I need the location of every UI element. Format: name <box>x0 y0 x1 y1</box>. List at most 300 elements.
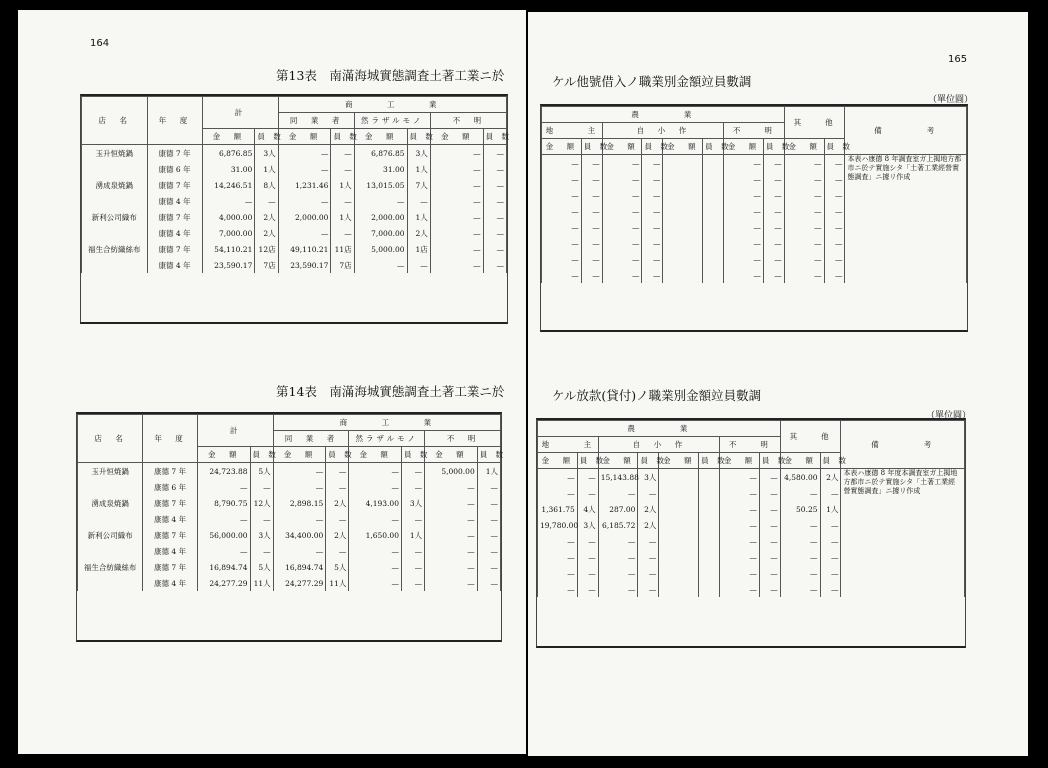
table-cell: — <box>724 235 764 251</box>
table-cell: 49,110.21 <box>278 241 331 257</box>
table-cell: — <box>542 267 582 283</box>
table-cell: — <box>598 485 638 501</box>
table-cell <box>659 501 699 517</box>
table-cell: 2,898.15 <box>273 495 326 511</box>
table-cell: — <box>598 549 638 565</box>
table-cell: 23,590.17 <box>202 257 255 273</box>
table-cell <box>699 485 720 501</box>
amount-header: 金 額 <box>349 447 402 463</box>
table-cell: — <box>349 463 402 480</box>
table-cell: 玉升恒焼鍋 <box>82 145 148 162</box>
table-cell: — <box>407 257 430 273</box>
table-cell: 5,000.00 <box>425 463 478 480</box>
table-cell <box>78 575 143 591</box>
table-cell: — <box>581 267 602 283</box>
table-cell: — <box>642 235 663 251</box>
table-cell: — <box>602 171 642 187</box>
unknown-header: 不 明 <box>430 113 506 129</box>
table-cell: 康德 7 年 <box>147 241 202 257</box>
table-cell: 康德 4 年 <box>147 193 202 209</box>
table-cell: 康德 7 年 <box>143 495 198 511</box>
store-header: 店 名 <box>82 97 148 145</box>
table-cell: — <box>278 161 331 177</box>
table-cell <box>82 257 148 273</box>
count-header: 員 数 <box>763 139 784 155</box>
table-cell: — <box>483 225 506 241</box>
table-cell: — <box>724 251 764 267</box>
table-cell: 2人 <box>638 517 659 533</box>
table-cell: — <box>720 581 760 597</box>
table-cell: — <box>784 171 824 187</box>
table-cell: — <box>780 517 820 533</box>
table-cell <box>78 511 143 527</box>
table-cell: — <box>780 533 820 549</box>
table-cell: — <box>724 267 764 283</box>
table-cell: 康德 4 年 <box>147 257 202 273</box>
table-cell: 4,000.00 <box>202 209 255 225</box>
amount-header: 金 額 <box>430 129 483 145</box>
table-cell: 19,780.00 <box>538 517 578 533</box>
count-header: 員 数 <box>255 129 278 145</box>
table-cell: — <box>349 575 402 591</box>
table-cell: — <box>430 241 483 257</box>
table-cell: — <box>477 543 500 559</box>
table-cell: — <box>538 565 578 581</box>
table-cell: 康德 7 年 <box>147 145 202 162</box>
table-cell: — <box>331 193 354 209</box>
table-cell: — <box>638 485 659 501</box>
table-cell: — <box>354 193 407 209</box>
table-cell: — <box>581 235 602 251</box>
table13-title-right: ケル他號借入ノ職業別金額竝員數調 <box>552 74 752 89</box>
table-cell: — <box>477 575 500 591</box>
table-cell: — <box>724 171 764 187</box>
table-cell: 4人 <box>577 501 598 517</box>
table-cell: 4,193.00 <box>349 495 402 511</box>
amount-header: 金 額 <box>197 447 250 463</box>
table-cell: — <box>331 161 354 177</box>
amount-header: 金 額 <box>425 447 478 463</box>
table-cell: — <box>820 533 841 549</box>
table-cell: — <box>824 155 845 172</box>
table-cell: 31.00 <box>202 161 255 177</box>
table-cell <box>659 517 699 533</box>
table-cell: 2人 <box>255 209 278 225</box>
table-cell: 12店 <box>255 241 278 257</box>
table-cell: — <box>273 543 326 559</box>
count-header: 員 数 <box>581 139 602 155</box>
table-cell: 1人 <box>820 501 841 517</box>
table-cell: 1店 <box>407 241 430 257</box>
unit-label: （單位圓） <box>926 411 972 421</box>
table-cell <box>699 501 720 517</box>
table-cell: — <box>820 581 841 597</box>
table-cell: — <box>349 559 402 575</box>
table14-left <box>76 412 507 642</box>
table-cell: — <box>430 225 483 241</box>
table-cell: — <box>780 485 820 501</box>
table-cell: 7人 <box>407 177 430 193</box>
table-cell <box>663 219 703 235</box>
table-cell <box>659 565 699 581</box>
table-cell: 2人 <box>820 469 841 486</box>
table-cell: — <box>784 267 824 283</box>
table-cell <box>663 251 703 267</box>
page-number-right: 165 <box>948 54 968 65</box>
count-header: 員 数 <box>759 453 780 469</box>
table-cell: — <box>483 177 506 193</box>
table-cell: 1人 <box>407 209 430 225</box>
table-cell: — <box>477 559 500 575</box>
table-cell: — <box>602 267 642 283</box>
table-cell: — <box>824 203 845 219</box>
table-cell: — <box>577 549 598 565</box>
left-page <box>18 10 526 754</box>
table-cell: 康德 7 年 <box>143 559 198 575</box>
table-cell: 福生合紡織絲布 <box>78 559 143 575</box>
table-cell: — <box>430 177 483 193</box>
table-cell: — <box>255 193 278 209</box>
table-cell <box>699 565 720 581</box>
table-cell: — <box>326 479 349 495</box>
table-cell: 2人 <box>326 495 349 511</box>
remarks-note: 本表ハ康德 8 年調査室ガ上揭地方都市ニ於テ實施シタ「土著工業經營實態調査」ニ據リ作成 <box>845 155 967 284</box>
table-cell: — <box>598 565 638 581</box>
table-cell: 6,185.72 <box>598 517 638 533</box>
table-cell: — <box>430 193 483 209</box>
table-cell: — <box>354 257 407 273</box>
table-cell <box>699 549 720 565</box>
table-cell: 5人 <box>250 559 273 575</box>
table-cell: — <box>401 559 424 575</box>
table-cell: 8,790.75 <box>197 495 250 511</box>
table-cell: — <box>581 187 602 203</box>
table-cell: 31.00 <box>354 161 407 177</box>
table-cell: — <box>759 469 780 486</box>
table-cell: — <box>538 581 578 597</box>
table-cell: — <box>430 161 483 177</box>
table-cell: — <box>477 479 500 495</box>
table-cell: — <box>638 581 659 597</box>
table-cell: — <box>720 501 760 517</box>
amount-header: 金 額 <box>598 453 638 469</box>
table-cell: — <box>326 511 349 527</box>
table-cell: — <box>763 187 784 203</box>
table-cell: 1人 <box>331 209 354 225</box>
table-cell: 康德 7 年 <box>147 209 202 225</box>
table-cell: 1人 <box>407 161 430 177</box>
table-cell: — <box>331 145 354 162</box>
table-cell: — <box>638 565 659 581</box>
table-cell: — <box>720 469 760 486</box>
table-cell <box>82 161 148 177</box>
table-cell: — <box>602 203 642 219</box>
table-cell <box>659 485 699 501</box>
table-cell: — <box>331 225 354 241</box>
table-cell: 康德 4 年 <box>143 543 198 559</box>
table-cell: — <box>577 469 598 486</box>
table-cell <box>663 155 703 172</box>
table-cell <box>659 549 699 565</box>
count-header: 員 数 <box>638 453 659 469</box>
table-cell: 康德 4 年 <box>147 225 202 241</box>
table-cell: 2人 <box>326 527 349 543</box>
nogyo-header: 農 業 <box>538 421 781 437</box>
year-header: 年 度 <box>143 415 198 463</box>
nogyo-header: 農 業 <box>542 107 785 123</box>
table-cell: — <box>763 219 784 235</box>
table-cell: — <box>538 485 578 501</box>
count-header: 員 数 <box>577 453 598 469</box>
table-cell: — <box>273 479 326 495</box>
table-row <box>82 177 507 193</box>
table-cell: — <box>577 565 598 581</box>
table-cell: — <box>824 251 845 267</box>
table-cell: 6,876.85 <box>202 145 255 162</box>
table-cell <box>663 187 703 203</box>
table-cell: 5,000.00 <box>354 241 407 257</box>
remarks-header: 備 考 <box>841 421 965 469</box>
table-cell: — <box>430 257 483 273</box>
table-cell: 11人 <box>326 575 349 591</box>
table-cell: — <box>763 251 784 267</box>
amount-header: 金 額 <box>663 139 703 155</box>
table-cell: 5人 <box>326 559 349 575</box>
table-cell: — <box>642 187 663 203</box>
table-cell: — <box>425 511 478 527</box>
table-cell: — <box>483 145 506 162</box>
table-cell: — <box>724 187 764 203</box>
table-cell: 新利公司織布 <box>78 527 143 543</box>
table-cell: — <box>780 581 820 597</box>
table-cell <box>703 251 724 267</box>
table-cell: — <box>202 193 255 209</box>
table-cell: 2,000.00 <box>278 209 331 225</box>
table-cell: — <box>401 479 424 495</box>
table-cell: — <box>425 543 478 559</box>
table-cell: — <box>425 575 478 591</box>
count-header: 員 数 <box>824 139 845 155</box>
table-cell: 1人 <box>255 161 278 177</box>
table-cell: — <box>720 549 760 565</box>
table-row <box>78 479 501 495</box>
table-cell: — <box>401 575 424 591</box>
table-cell: 3人 <box>401 495 424 511</box>
count-header: 員 数 <box>407 129 430 145</box>
table-cell: — <box>250 543 273 559</box>
non-equal-header: 然ラザルモノ <box>354 113 430 129</box>
table-cell: 湧成泉焼鍋 <box>82 177 148 193</box>
table-row <box>82 145 507 162</box>
table-row <box>82 225 507 241</box>
table-cell: — <box>720 485 760 501</box>
table14-title-left: 第14表 南滿海城實態調査土著工業ニ於 <box>276 384 505 399</box>
table-cell: — <box>720 533 760 549</box>
table-cell: 2人 <box>407 225 430 241</box>
table-cell: 2,000.00 <box>354 209 407 225</box>
table-cell: 康德 6 年 <box>147 161 202 177</box>
table-cell: — <box>542 219 582 235</box>
table-row <box>78 495 501 511</box>
table-cell <box>663 203 703 219</box>
table-cell: — <box>349 511 402 527</box>
table-cell: — <box>763 155 784 172</box>
table-cell: 23,590.17 <box>278 257 331 273</box>
table-cell: — <box>538 533 578 549</box>
table-cell <box>703 203 724 219</box>
table-cell: — <box>784 155 824 172</box>
table-cell: — <box>759 565 780 581</box>
table-cell: — <box>602 251 642 267</box>
table-cell: — <box>824 235 845 251</box>
table-cell: — <box>538 469 578 486</box>
table13-title-left: 第13表 南滿海城實態調査土著工業ニ於 <box>276 68 505 83</box>
table-row <box>82 161 507 177</box>
table-cell: — <box>326 543 349 559</box>
table-cell: — <box>602 219 642 235</box>
table-cell: — <box>724 203 764 219</box>
table14-right <box>536 418 966 648</box>
table-cell: — <box>197 479 250 495</box>
table-cell: 3人 <box>250 527 273 543</box>
table-cell: 6,876.85 <box>354 145 407 162</box>
count-header: 員 数 <box>483 129 506 145</box>
count-header: 員 数 <box>331 129 354 145</box>
table-cell: — <box>425 479 478 495</box>
table-cell: — <box>577 533 598 549</box>
table-cell: — <box>642 267 663 283</box>
table-cell: 7店 <box>331 257 354 273</box>
amount-header: 金 額 <box>538 453 578 469</box>
table-cell: — <box>430 145 483 162</box>
amount-header: 金 額 <box>354 129 407 145</box>
table-cell: — <box>425 495 478 511</box>
table-cell: — <box>720 517 760 533</box>
table-cell: 12人 <box>250 495 273 511</box>
table-cell: — <box>784 251 824 267</box>
table-cell: — <box>401 511 424 527</box>
table-cell: — <box>602 235 642 251</box>
table-cell: — <box>598 581 638 597</box>
table-row <box>78 543 501 559</box>
table-cell: — <box>401 463 424 480</box>
table-cell: — <box>483 209 506 225</box>
table-cell: 11人 <box>250 575 273 591</box>
table-cell: — <box>273 511 326 527</box>
table-cell: 康德 4 年 <box>143 575 198 591</box>
table-cell: — <box>784 203 824 219</box>
table-cell: 康德 7 年 <box>143 463 198 480</box>
table-row <box>78 559 501 575</box>
table-cell: 湧成泉焼鍋 <box>78 495 143 511</box>
table-cell: — <box>278 225 331 241</box>
table-cell: 1,361.75 <box>538 501 578 517</box>
amount-header: 金 額 <box>278 129 331 145</box>
unit-label: （單位圓） <box>928 95 974 105</box>
table-row <box>82 241 507 257</box>
table-cell: — <box>642 219 663 235</box>
table-cell: — <box>724 219 764 235</box>
table-cell: — <box>425 527 478 543</box>
landlord-header: 地 主 <box>538 437 599 453</box>
table-cell: 13,015.05 <box>354 177 407 193</box>
table-cell: 康德 7 年 <box>143 527 198 543</box>
table-cell <box>663 267 703 283</box>
table-cell: — <box>581 251 602 267</box>
table-cell <box>699 533 720 549</box>
table-cell: 34,400.00 <box>273 527 326 543</box>
table-cell: 287.00 <box>598 501 638 517</box>
table-cell <box>703 235 724 251</box>
table-cell: — <box>273 463 326 480</box>
table-cell <box>659 469 699 486</box>
table-cell: 5人 <box>250 463 273 480</box>
tenant-header: 自 小 作 <box>598 437 719 453</box>
table-cell: — <box>763 171 784 187</box>
table-cell: — <box>784 219 824 235</box>
table-cell <box>78 479 143 495</box>
table-cell: — <box>542 155 582 172</box>
table-cell: 康德 6 年 <box>143 479 198 495</box>
table-cell: — <box>642 203 663 219</box>
table-cell: — <box>780 549 820 565</box>
table-cell: — <box>483 193 506 209</box>
table-cell: — <box>483 241 506 257</box>
store-header: 店 名 <box>78 415 143 463</box>
table-cell: — <box>598 533 638 549</box>
table-cell: 11店 <box>331 241 354 257</box>
table-cell: — <box>759 517 780 533</box>
table-cell: — <box>477 495 500 511</box>
table-row <box>542 155 967 172</box>
table-cell <box>659 581 699 597</box>
table-cell: 1人 <box>477 463 500 480</box>
table-cell: 3人 <box>638 469 659 486</box>
unknown-header: 不 明 <box>724 123 785 139</box>
table-cell <box>699 469 720 486</box>
table-cell: — <box>763 203 784 219</box>
table-cell: — <box>784 235 824 251</box>
table-cell: 康德 4 年 <box>143 511 198 527</box>
amount-header: 金 額 <box>602 139 642 155</box>
table-cell: 3人 <box>407 145 430 162</box>
other-header: 其 他 <box>780 421 841 453</box>
table-cell: — <box>642 155 663 172</box>
table-cell: — <box>577 485 598 501</box>
table-cell: — <box>602 155 642 172</box>
table-cell: — <box>724 155 764 172</box>
tenant-header: 自 小 作 <box>602 123 723 139</box>
table-cell: — <box>759 501 780 517</box>
table-cell: — <box>720 565 760 581</box>
table-cell: — <box>759 485 780 501</box>
table-cell: 14,246.51 <box>202 177 255 193</box>
table-cell: — <box>250 511 273 527</box>
table-cell: — <box>820 549 841 565</box>
table-cell: — <box>759 533 780 549</box>
table-cell: — <box>326 463 349 480</box>
table-cell: 康德 7 年 <box>147 177 202 193</box>
table-cell: — <box>642 171 663 187</box>
table-cell: — <box>581 203 602 219</box>
remarks-note: 本表ハ康德 8 年度本調査室ガ上揭地方都市ニ於テ實施シタ「土著工業經營實態調査」ニ據リ作成 <box>841 469 965 598</box>
table-cell: — <box>197 543 250 559</box>
table-cell: 1人 <box>331 177 354 193</box>
table-cell: — <box>425 559 478 575</box>
table-cell: 24,723.88 <box>197 463 250 480</box>
total-header: 計 <box>202 97 278 129</box>
table-cell <box>703 155 724 172</box>
